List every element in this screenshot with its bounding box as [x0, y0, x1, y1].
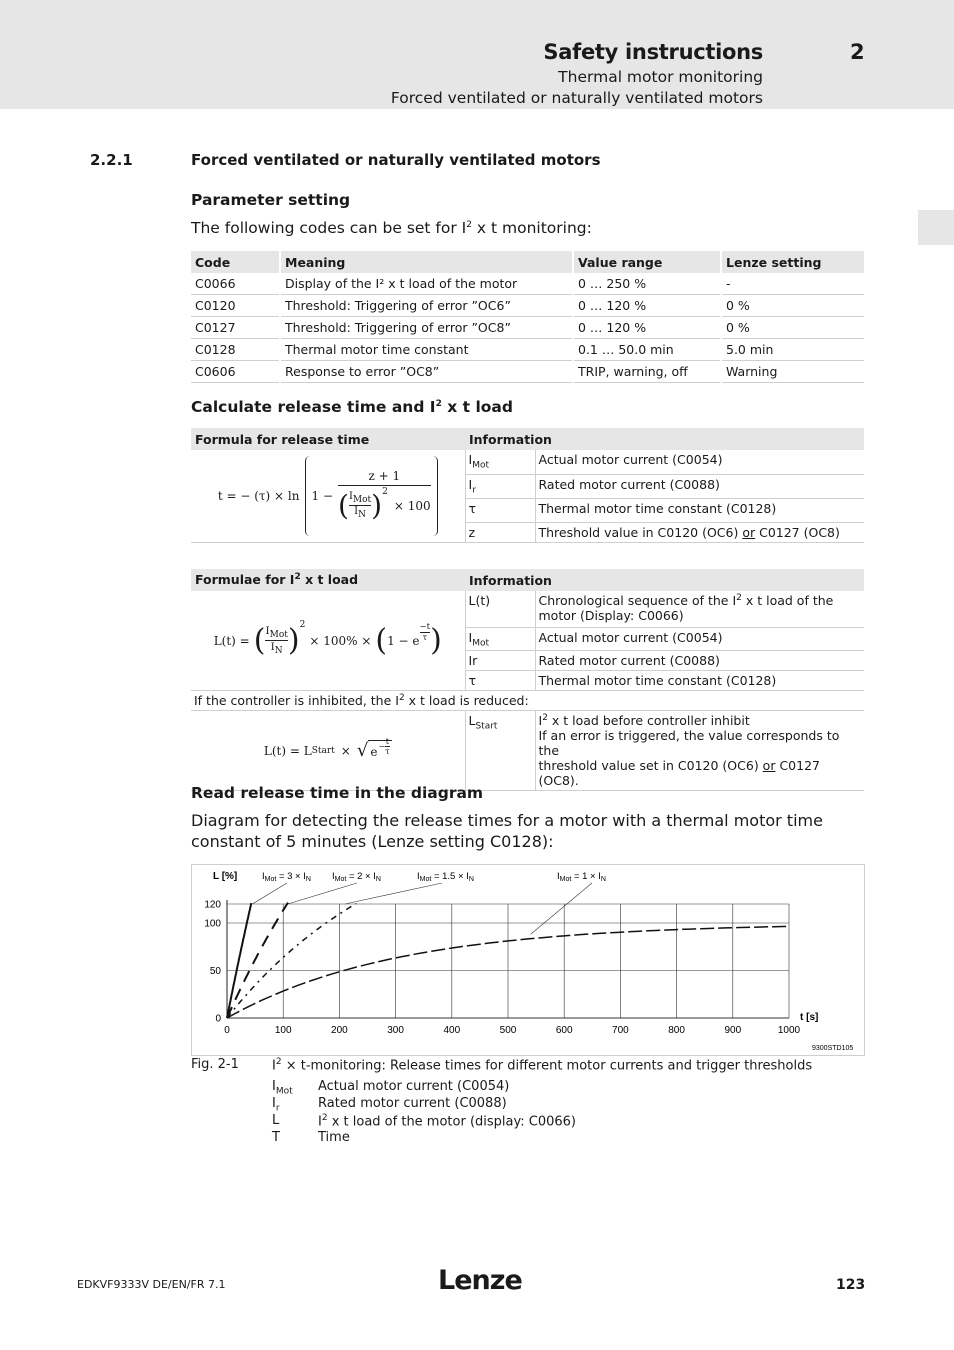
section-number: 2.2.1 — [90, 151, 133, 169]
x-tick-label: 200 — [331, 1025, 348, 1036]
table-cell: 0 % — [721, 317, 864, 339]
x-tick-label: 600 — [555, 1025, 573, 1036]
column-header: Lenze setting — [721, 251, 864, 273]
info-symbol: $I_r$ — [465, 474, 535, 498]
info-text: Actual motor current (C0054) — [535, 627, 864, 651]
table-cell: Warning — [721, 361, 864, 383]
table-cell: C0128 — [191, 339, 280, 361]
y-tick-label: 120 — [204, 899, 221, 911]
x-tick-label: 700 — [612, 1025, 629, 1036]
legend-symbol: T — [272, 1130, 280, 1145]
header-subtitle-1: Thermal motor monitoring — [558, 68, 763, 86]
series-line — [227, 903, 251, 1018]
table-cell: TRIP, warning, off — [573, 361, 721, 383]
table-cell: 0.1 … 50.0 min — [573, 339, 721, 361]
diagram-heading: Read release time in the diagram — [191, 784, 484, 802]
y-tick-label: 100 — [204, 918, 221, 930]
table-cell: Response to error ”OC8” — [280, 361, 573, 383]
info-text: Actual motor current (C0054) — [535, 450, 864, 474]
table-cell: Display of the I² x t load of the motor — [280, 273, 573, 295]
page-number: 123 — [836, 1277, 866, 1293]
figure-label: Fig. 2-1 — [191, 1057, 239, 1072]
info-symbol: $I_{Mot}$ — [465, 450, 535, 474]
chart-svg — [192, 865, 864, 1055]
series-leader-line — [345, 883, 442, 904]
x-tick-label: 1000 — [777, 1025, 801, 1036]
table-cell: 0 % — [721, 295, 864, 317]
info-text: Threshold value in C0120 (OC6) or C0127 (OC8) — [535, 522, 864, 542]
series-leader-line — [252, 883, 287, 904]
table-cell: 0 … 250 % — [573, 273, 721, 295]
lenze-logo: Lenze — [438, 1265, 522, 1296]
chapter-tab-marker — [918, 210, 954, 245]
column-header: Information — [465, 569, 864, 591]
series-label: $I_{Mot} = 1.5 \times I_N$ — [417, 871, 474, 883]
section-title: Forced ventilated or naturally ventilated motors — [191, 151, 601, 169]
series-leader-line — [288, 883, 357, 904]
table-row — [191, 295, 864, 317]
legend-symbol: $I_{Mot}$ — [272, 1079, 293, 1097]
series-line — [227, 903, 288, 1018]
table-row — [191, 273, 864, 295]
table-cell: C0066 — [191, 273, 280, 295]
table-cell: C0606 — [191, 361, 280, 383]
series-label: $I_{Mot} = 3 \times I_N$ — [262, 871, 311, 883]
table-row — [191, 361, 864, 383]
table-cell: Threshold: Triggering of error ”OC6” — [280, 295, 573, 317]
release-time-formula: t = − (τ) × ln 1 − z + 1 ( $I_{Mot}$ $I_N$ ) $^2$ × 100 — [191, 450, 465, 542]
table-cell: - — [721, 273, 864, 295]
info-symbol: L(t) — [465, 591, 535, 627]
info-symbol: Ir — [465, 651, 535, 671]
parameter-heading: Parameter setting — [191, 191, 351, 209]
table-cell: 0 … 120 % — [573, 295, 721, 317]
legend-symbol: $I_r$ — [272, 1096, 280, 1114]
inhibit-formula: L(t) = L Start × √ e − $\frac{t}{\tau}$ — [191, 711, 465, 791]
info-text: Thermal motor time constant (C0128) — [535, 671, 864, 691]
info-text: Rated motor current (C0088) — [535, 651, 864, 671]
legend-symbol: L — [272, 1113, 280, 1128]
chapter-number: 2 — [850, 40, 865, 64]
y-axis-label: L [%] — [213, 871, 238, 882]
x-tick-label: 300 — [387, 1025, 404, 1036]
x-tick-label: 400 — [443, 1025, 461, 1036]
series-label: $I_{Mot} = 2 \times I_N$ — [332, 871, 381, 883]
column-header: Formulae for $I^2$ x t load — [191, 569, 465, 591]
x-tick-label: 500 — [499, 1025, 517, 1036]
info-text: Rated motor current (C0088) — [535, 474, 864, 498]
header-subtitle-2: Forced ventilated or naturally ventilated motors — [390, 89, 763, 107]
column-header: Information — [465, 428, 864, 450]
parameter-intro: The following codes can be set for $I^2$ x t monitoring: — [191, 219, 592, 237]
column-header: Value range — [573, 251, 721, 273]
x-axis-label: t [s] — [800, 1012, 819, 1023]
info-symbol: τ — [465, 671, 535, 691]
figure-code: 9300STD105 — [812, 1045, 854, 1052]
table-cell: C0120 — [191, 295, 280, 317]
info-symbol: $I_{Mot}$ — [465, 627, 535, 651]
x-tick-label: 100 — [274, 1025, 292, 1036]
x-tick-label: 900 — [724, 1025, 742, 1036]
info-text: Thermal motor time constant (C0128) — [535, 498, 864, 522]
legend-text: $I^2$ x t load of the motor (display: C0066) — [318, 1113, 576, 1130]
figure-caption: $I^2$ × t-monitoring: Release times for different motor currents and trigger thresholds — [272, 1057, 813, 1074]
document-code: EDKVF9333V DE/EN/FR 7.1 — [77, 1278, 226, 1291]
legend-text: Time — [318, 1130, 350, 1145]
series-label: $I_{Mot} = 1 \times I_N$ — [557, 871, 606, 883]
table-cell: Thermal motor time constant — [280, 339, 573, 361]
legend-text: Actual motor current (C0054) — [318, 1079, 510, 1094]
x-tick-label: 0 — [224, 1025, 230, 1036]
column-header: Code — [191, 251, 280, 273]
table-header-row — [191, 251, 864, 273]
table-cell: Threshold: Triggering of error ”OC8” — [280, 317, 573, 339]
info-text: $I^2$ x t load before controller inhibit If an error is triggered, the value corresponds to the threshold value set in C0120 (OC6) or C0127 (OC8). — [535, 711, 864, 791]
info-symbol: z — [465, 522, 535, 542]
series-leader-line — [530, 883, 592, 934]
x-tick-label: 800 — [668, 1025, 685, 1036]
table-cell: 5.0 min — [721, 339, 864, 361]
inhibit-note: If the controller is inhibited, the $I^2$ x t load is reduced: — [191, 691, 864, 711]
table-cell: 0 … 120 % — [573, 317, 721, 339]
load-formula: L(t) = ( $I_{Mot}$ $I_N$ ) $^2$ × 100% × ( 1 − e −t τ ) — [191, 591, 465, 691]
release-time-chart — [191, 864, 865, 1056]
info-symbol: τ — [465, 498, 535, 522]
column-header: Meaning — [280, 251, 573, 273]
load-formula-table — [191, 569, 864, 791]
info-text: Chronological sequence of the $I^2$ x t load of the motor (Display: C0066) — [535, 591, 864, 627]
info-symbol: $L_{Start}$ — [465, 711, 535, 791]
column-header: Formula for release time — [191, 428, 465, 450]
table-row — [191, 339, 864, 361]
legend-text: Rated motor current (C0088) — [318, 1096, 507, 1111]
table-row — [191, 317, 864, 339]
release-formula-table — [191, 428, 864, 543]
table-cell: C0127 — [191, 317, 280, 339]
release-heading: Calculate release time and $I^2$ x t load — [191, 398, 513, 416]
y-tick-label: 50 — [209, 966, 221, 977]
chapter-title: Safety instructions — [543, 40, 763, 64]
diagram-intro: Diagram for detecting the release times for a motor with a thermal motor time constant of 5 minutes (Lenze setting C0128): — [191, 811, 823, 851]
parameter-table — [191, 251, 864, 383]
y-tick-label: 0 — [215, 1013, 221, 1025]
